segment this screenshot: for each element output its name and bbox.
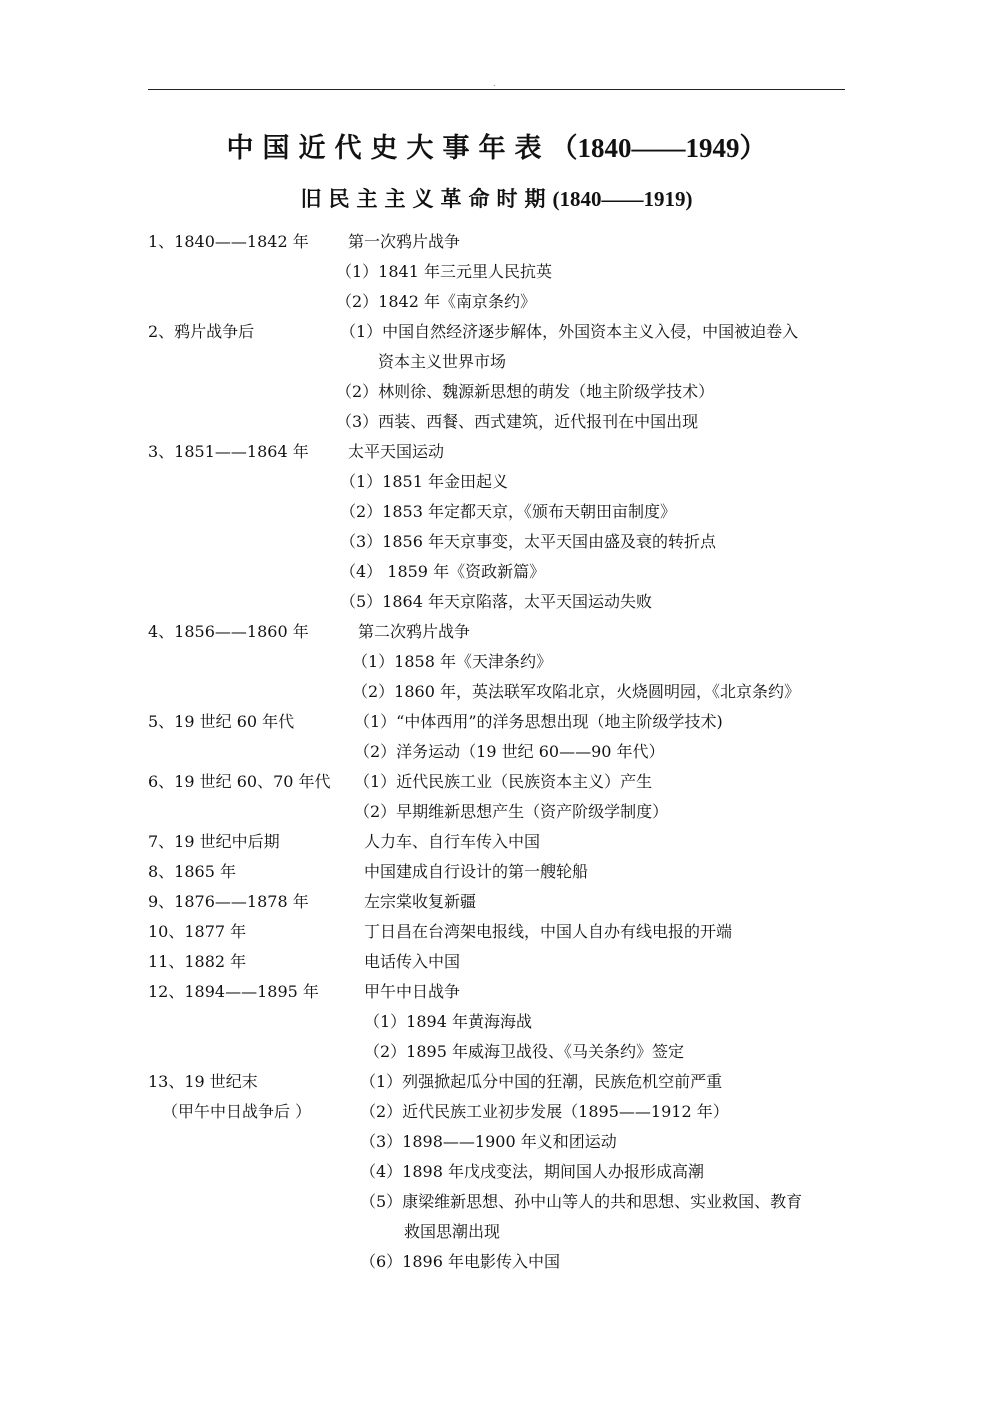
entry-line: （3）1856 年天京事变，太平天国由盛及衰的转折点 bbox=[340, 532, 716, 551]
entry-line: （3）西装、西餐、西式建筑，近代报刊在中国出现 bbox=[336, 412, 699, 431]
entry-line: （1）1851 年金田起义 bbox=[340, 472, 508, 491]
entry-line: （4） 1859 年《资政新篇》 bbox=[340, 562, 546, 581]
entry-label: 5、19 世纪 60 年代 bbox=[148, 712, 295, 731]
entry-line: （1）“中体西用”的洋务思想出现（地主阶级学技术) bbox=[354, 712, 723, 731]
entry-label: 7、19 世纪中后期 bbox=[148, 832, 280, 851]
page-title bbox=[148, 126, 845, 165]
entry-line: 甲午中日战争 bbox=[364, 982, 461, 1001]
entry-label: 9、1876——1878 年 bbox=[148, 892, 309, 911]
page-title-years: （1840——1949） bbox=[550, 133, 767, 163]
entry-line: （4）1898 年戊戌变法，期间国人办报形成高潮 bbox=[360, 1162, 704, 1181]
entry-line: （1）1841 年三元里人民抗英 bbox=[336, 262, 552, 281]
entry-line: （6）1896 年电影传入中国 bbox=[360, 1252, 560, 1271]
entry-line: 第一次鸦片战争 bbox=[348, 232, 461, 251]
entry-line: 丁日昌在台湾架电报线，中国人自办有线电报的开端 bbox=[364, 922, 733, 941]
header-rule bbox=[148, 89, 845, 90]
section-subtitle-text: 旧民主主义革命时期 bbox=[300, 186, 553, 211]
entry-line: （5）1864 年天京陷落，太平天国运动失败 bbox=[340, 592, 652, 611]
entry-line: 太平天国运动 bbox=[348, 442, 445, 461]
entry-line: （2）1853 年定都天京，《颁布天朝田亩制度》 bbox=[340, 502, 676, 521]
entry-line: （1）近代民族工业（民族资本主义）产生 bbox=[354, 772, 653, 791]
entry-label: 6、19 世纪 60、70 年代 bbox=[148, 772, 331, 791]
entry-sublabel: （甲午中日战争后 ） bbox=[162, 1102, 312, 1121]
entry-line: 救国思潮出现 bbox=[404, 1222, 501, 1241]
entry-line: 左宗棠收复新疆 bbox=[364, 892, 477, 911]
entry-line: （1）1858 年《天津条约》 bbox=[352, 652, 552, 671]
entry-label: 4、1856——1860 年 bbox=[148, 622, 309, 641]
entry-label: 3、1851——1864 年 bbox=[148, 442, 309, 461]
entry-label: 1、1840——1842 年 bbox=[148, 232, 309, 251]
entry-line: （2）早期维新思想产生（资产阶级学制度） bbox=[354, 802, 669, 821]
header-dot: . bbox=[493, 79, 496, 88]
entry-line: （3）1898——1900 年义和团运动 bbox=[360, 1132, 617, 1151]
entry-line: （2）1842 年《南京条约》 bbox=[336, 292, 536, 311]
entry-line: （1）列强掀起瓜分中国的狂潮，民族危机空前严重 bbox=[360, 1072, 723, 1091]
entry-label: 10、1877 年 bbox=[148, 922, 247, 941]
entry-line: （2）1895 年威海卫战役、《马关条约》签定 bbox=[364, 1042, 684, 1061]
entry-line: 资本主义世界市场 bbox=[378, 352, 507, 371]
entry-line: 人力车、自行车传入中国 bbox=[364, 832, 541, 851]
section-subtitle-years: (1840——1919) bbox=[552, 187, 693, 211]
entry-line: 第二次鸦片战争 bbox=[358, 622, 471, 641]
entry-line: （2）林则徐、魏源新思想的萌发（地主阶级学技术） bbox=[336, 382, 715, 401]
entry-label: 2、鸦片战争后 bbox=[148, 322, 255, 341]
entry-line: （2）近代民族工业初步发展（1895——1912 年） bbox=[360, 1102, 729, 1121]
entry-line: （1）1894 年黄海海战 bbox=[364, 1012, 532, 1031]
entry-line: （5）康梁维新思想、孙中山等人的共和思想、实业救国、教育 bbox=[360, 1192, 803, 1211]
entry-label: 8、1865 年 bbox=[148, 862, 236, 881]
entry-line: （2）洋务运动（19 世纪 60——90 年代） bbox=[354, 742, 665, 761]
entry-line: （1）中国自然经济逐步解体，外国资本主义入侵，中国被迫卷入 bbox=[340, 322, 799, 341]
entry-line: （2）1860 年，英法联军攻陷北京，火烧圆明园，《北京条约》 bbox=[352, 682, 800, 701]
page-title-text: 中国近代史大事年表 bbox=[226, 133, 551, 164]
entry-label: 13、19 世纪末 bbox=[148, 1072, 258, 1091]
entry-label: 11、1882 年 bbox=[148, 952, 247, 971]
entry-line: 电话传入中国 bbox=[364, 952, 461, 971]
entry-label: 12、1894——1895 年 bbox=[148, 982, 319, 1001]
section-subtitle bbox=[148, 183, 845, 213]
entry-line: 中国建成自行设计的第一艘轮船 bbox=[364, 862, 589, 881]
